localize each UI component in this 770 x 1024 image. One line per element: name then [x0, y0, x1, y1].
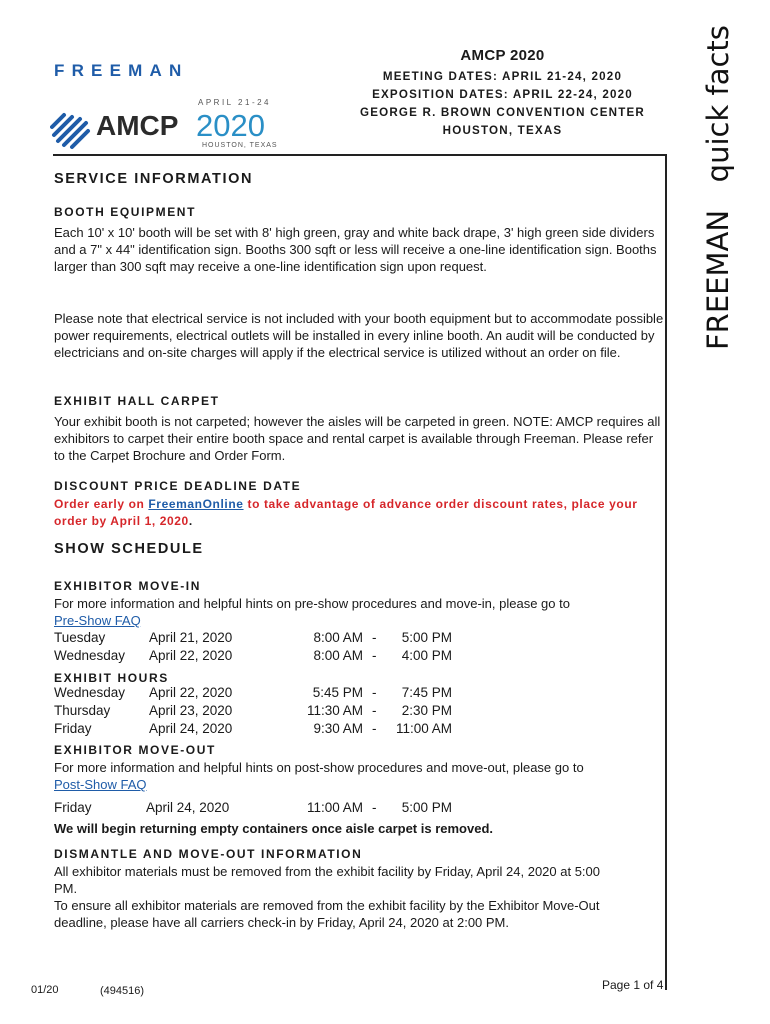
dismantle-paragraph-2: To ensure all exhibitor materials are removed from the exhibit facility by the Exhibitor Move-Out deadline, please have all carriers check-in by Friday, April 24, 2020 at 2:00 PM. — [54, 898, 600, 930]
meeting-dates-value: APRIL 21-24, 2020 — [502, 70, 623, 83]
booth-paragraph-1: Each 10' x 10' booth will be set with 8' high green, gray and white back drape, 3' high green side dividers and a 7" x 44" identification sign. Booths 300 sqft or less will receive a one-line identification sign. Booths larger than 300 sqft may receive a one-line identification sign upon request. — [54, 225, 657, 274]
schedule-row — [54, 629, 666, 647]
amcp-logo-dates: APRIL 21-24 — [198, 98, 272, 107]
service-heading: SERVICE INFORMATION — [54, 171, 254, 187]
schedule-date: April 24, 2020 — [146, 800, 230, 815]
amcp-logo-word: AMCP — [96, 110, 179, 141]
freeman-logo: FREEMAN — [54, 61, 189, 80]
page-number: Page 1 of 4 — [602, 978, 664, 992]
schedule-start: 11:30 AM — [306, 703, 363, 718]
moveout-text — [54, 759, 666, 793]
schedule-dash: - — [372, 800, 377, 815]
booth-paragraph-2: Please note that electrical service is not included with your booth equipment but to accommodate possible power requirements, electrical outlets will be installed in every inline booth. An audit will be conducted by electricians and on-site charges will apply if the electrical service is utilized without an order on file. — [54, 311, 664, 360]
schedule-end: 2:30 PM — [401, 703, 452, 718]
movein-text — [54, 595, 666, 629]
amcp-logo-city: HOUSTON, TEXAS — [202, 142, 278, 149]
carpet-paragraph: Your exhibit booth is not carpeted; however the aisles will be carpeted in green. NOTE: AMCP requires all exhibitors to carpet their entire booth space and rental carpet is available through Freeman. Please refer to the Carpet Brochure and Order Form. — [54, 414, 661, 463]
schedule-end: 5:00 PM — [401, 630, 452, 645]
amcp-2020-logo — [50, 95, 290, 153]
schedule-date: April 22, 2020 — [149, 648, 233, 663]
discount-heading: DISCOUNT PRICE DEADLINE DATE — [54, 479, 302, 493]
schedule-row — [54, 720, 666, 738]
carpet-heading: EXHIBIT HALL CARPET — [54, 394, 220, 408]
schedule-start: 8:00 AM — [313, 630, 363, 645]
event-title: AMCP 2020 — [460, 47, 545, 64]
dismantle-paragraph-1: All exhibitor materials must be removed from the exhibit facility by Friday, April 24, 2020 at 5:00 PM. — [54, 864, 601, 896]
movein-text-body: For more information and helpful hints on pre-show procedures and move-in, please go to — [54, 596, 570, 611]
header-divider — [53, 154, 665, 156]
schedule-date: April 21, 2020 — [149, 630, 233, 645]
event-header — [330, 47, 675, 140]
movein-schedule — [54, 629, 666, 665]
schedule-day: Wednesday — [54, 648, 126, 663]
schedule-row — [54, 684, 666, 702]
exposition-dates-label: EXPOSITION DATES: — [372, 88, 509, 101]
dismantle-heading: DISMANTLE AND MOVE-OUT INFORMATION — [54, 847, 363, 861]
city: HOUSTON, TEXAS — [442, 124, 563, 137]
schedule-end: 7:45 PM — [401, 685, 452, 700]
footer-id: (494516) — [100, 985, 145, 997]
schedule-start: 5:45 PM — [312, 685, 363, 700]
postshow-faq-link[interactable]: Post-Show FAQ — [54, 777, 147, 792]
schedule-start: 11:00 AM — [306, 800, 363, 815]
discount-end: . — [188, 514, 193, 528]
schedule-end: 4:00 PM — [401, 648, 452, 663]
schedule-dash: - — [372, 721, 377, 736]
schedule-row — [54, 799, 666, 817]
hours-schedule — [54, 684, 666, 738]
exposition-dates — [330, 86, 675, 104]
discount-note — [54, 496, 666, 530]
discount-pre: Order early on — [54, 497, 149, 511]
schedule-dash: - — [372, 703, 377, 718]
schedule-day: Tuesday — [54, 630, 106, 645]
moveout-schedule — [54, 799, 666, 817]
schedule-day: Thursday — [54, 703, 111, 718]
moveout-text-body: For more information and helpful hints on post-show procedures and move-out, please go to — [54, 760, 584, 775]
amcp-logo-mark — [52, 115, 88, 147]
schedule-row — [54, 702, 666, 720]
schedule-day: Friday — [54, 800, 92, 815]
meeting-dates-label: MEETING DATES: — [382, 70, 499, 83]
schedule-day: Friday — [54, 721, 92, 736]
schedule-dash: - — [372, 685, 377, 700]
schedule-date: April 22, 2020 — [149, 685, 233, 700]
schedule-start: 8:00 AM — [313, 648, 363, 663]
venue: GEORGE R. BROWN CONVENTION CENTER — [359, 106, 645, 119]
movein-heading: EXHIBITOR MOVE-IN — [54, 579, 201, 593]
schedule-end: 11:00 AM — [395, 721, 452, 736]
footer-code: 01/20 — [31, 984, 59, 996]
schedule-end: 5:00 PM — [401, 800, 452, 815]
containers-note: We will begin returning empty containers once aisle carpet is removed. — [54, 821, 493, 836]
freemanonline-link[interactable]: FreemanOnline — [148, 497, 244, 511]
preshow-faq-link[interactable]: Pre-Show FAQ — [54, 613, 141, 628]
schedule-date: April 24, 2020 — [149, 721, 233, 736]
amcp-logo-year: 2020 — [196, 108, 265, 143]
moveout-heading: EXHIBITOR MOVE-OUT — [54, 743, 216, 757]
schedule-start: 9:30 AM — [313, 721, 363, 736]
discount-post: to take advantage of advance order discount rates, place your order by April 1, 2020 — [54, 497, 638, 528]
booth-heading: BOOTH EQUIPMENT — [54, 205, 197, 219]
schedule-row — [54, 647, 666, 665]
side-title: FREEMAN quick facts — [701, 25, 735, 350]
schedule-heading: SHOW SCHEDULE — [54, 541, 204, 557]
meeting-dates — [330, 68, 675, 86]
schedule-dash: - — [372, 648, 377, 663]
exposition-dates-value: APRIL 22-24, 2020 — [512, 88, 633, 101]
schedule-dash: - — [372, 630, 377, 645]
side-divider — [665, 154, 667, 990]
hours-heading: EXHIBIT HOURS — [54, 671, 169, 685]
schedule-date: April 23, 2020 — [149, 703, 233, 718]
schedule-day: Wednesday — [54, 685, 126, 700]
